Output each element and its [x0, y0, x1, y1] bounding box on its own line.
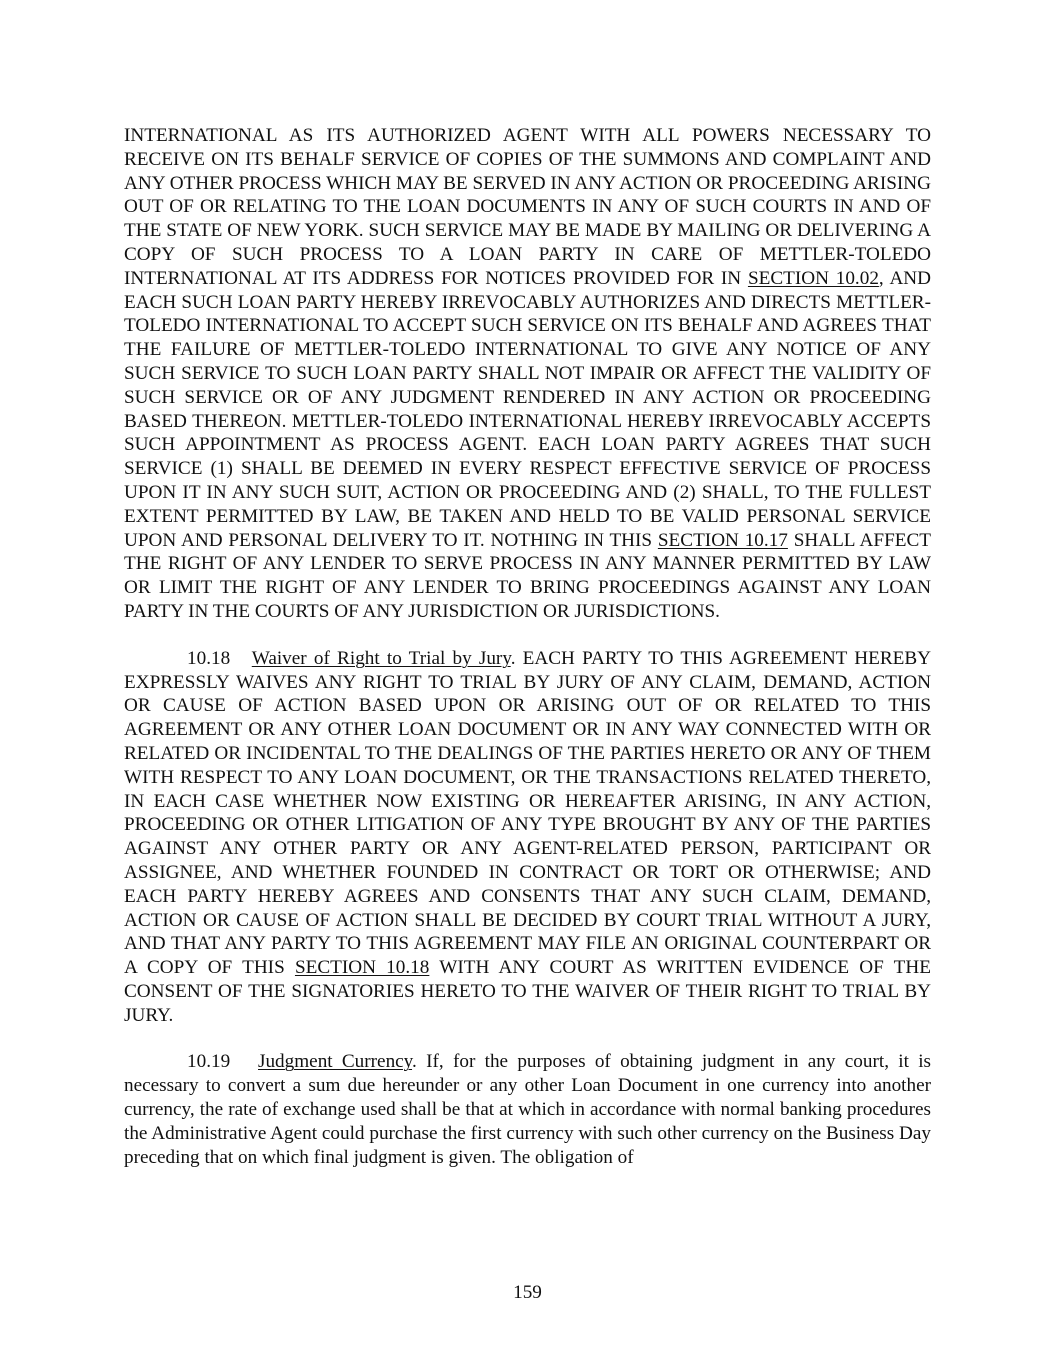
text: . EACH PARTY TO THIS AGREEMENT HEREBY EXPRESSLY WAIVES ANY RIGHT TO TRIAL BY JURY OF ANY CLAIM, DEMAND, ACTION OR CAUSE OF ACTION BASED UPON OR ARISING OUT OF OR RELATED TO THIS AGREEMENT OR ANY OTHER LOAN DOCUMENT OR IN ANY WAY CONNECTED WITH OR RELATED OR INCIDENTAL TO THE DEALINGS OF THE PARTIES HERETO OR ANY OF THEM WITH RESPECT TO ANY LOAN DOCUMENT, OR THE TRANSACTIONS RELATED THERETO, IN EACH CASE WHETHER NOW EXISTING OR HEREAFTER ARISING, IN ANY ACTION, PROCEEDING OR OTHER LITIGATION OF ANY TYPE BROUGHT BY ANY OF THE PARTIES AGAINST ANY OTHER PARTY OR ANY AGENT-RELATED PERSON, PARTICIPANT OR ASSIGNEE, AND WHETHER FOUNDED IN CONTRACT OR TORT OR OTHERWISE; AND EACH PARTY HEREBY AGREES AND CONSENTS THAT ANY SUCH CLAIM, DEMAND, ACTION OR CAUSE OF ACTION SHALL BE DECIDED BY COURT TRIAL WITHOUT A JURY, AND THAT ANY PARTY TO THIS AGREEMENT MAY FILE AN ORIGINAL COUNTERPART OR A COPY OF THIS — [124, 647, 932, 979]
section-reference: SECTION 10.17 — [657, 529, 788, 551]
text: , AND EACH SUCH LOAN PARTY HEREBY IRREVOCABLY AUTHORIZES AND DIRECTS METTLER-TOLEDO INTERNATIONAL TO ACCEPT SUCH SERVICE ON ITS BEHALF AND AGREES THAT THE FAILURE OF METTLER-TOLEDO INTERNATIONAL TO GIVE ANY NOTICE OF ANY SUCH SERVICE TO SUCH LOAN PARTY SHALL NOT IMPAIR OR AFFECT THE VALIDITY OF SUCH SERVICE OR OF ANY JUDGMENT RENDERED IN ANY ACTION OR PROCEEDING BASED THEREON. METTLER-TOLEDO INTERNATIONAL HEREBY IRREVOCABLY ACCEPTS SUCH APPOINTMENT AS PROCESS AGENT. EACH LOAN PARTY AGREES THAT SUCH SERVICE (1) SHALL BE DEEMED IN EVERY RESPECT EFFECTIVE SERVICE OF PROCESS UPON IT IN ANY SUCH SUIT, ACTION OR PROCEEDING AND (2) SHALL, TO THE FULLEST EXTENT PERMITTED BY LAW, BE TAKEN AND HELD TO BE VALID PERSONAL SERVICE UPON AND PERSONAL DELIVERY TO IT. NOTHING IN THIS — [124, 267, 932, 551]
text: INTERNATIONAL AS ITS AUTHORIZED AGENT WITH ALL POWERS NECESSARY TO RECEIVE ON ITS BEHALF SERVICE OF COPIES OF THE SUMMONS AND COMPLAINT AND ANY OTHER PROCESS WHICH MAY BE SERVED IN ANY ACTION OR PROCEEDING ARISING OUT OF OR RELATING TO THE LOAN DOCUMENTS IN ANY OF SUCH COURTS IN AND OF THE STATE OF NEW YORK. SUCH SERVICE MAY BE MADE BY MAILING OR DELIVERING A COPY OF SUCH PROCESS TO A LOAN PARTY IN CARE OF METTLER-TOLEDO INTERNATIONAL AT ITS ADDRESS FOR NOTICES PROVIDED FOR IN — [124, 125, 931, 289]
section-heading: Judgment Currency — [258, 1051, 413, 1073]
section-reference: SECTION 10.02 — [747, 267, 879, 289]
document-page — [124, 124, 931, 1169]
section-heading: Waiver of Right to Trial by Jury — [251, 647, 511, 669]
text: WITH ANY COURT AS WRITTEN EVIDENCE OF THE CONSENT OF THE SIGNATORIES HERETO TO THE WAIVER OF THEIR RIGHT TO TRIAL BY JURY. — [124, 957, 931, 1026]
paragraph-process-agent — [124, 124, 931, 624]
section-number: 10.18 — [187, 647, 231, 669]
text: . If, for the purposes of obtaining judgment in any court, it is necessary to convert a sum due hereunder or any other Loan Document in one currency into another currency, the rate of exchange used shall be that at which in accordance with normal banking procedures the Administrative Agent could purchase the first currency with such other currency on the Business Day preceding that on which final judgment is given. The obligation of — [124, 1051, 932, 1168]
paragraph-jury-waiver — [124, 647, 931, 1028]
section-reference: SECTION 10.18 — [294, 957, 430, 979]
section-number: 10.19 — [187, 1051, 231, 1073]
paragraph-judgment-currency — [124, 1050, 931, 1169]
page-number: 159 — [513, 1282, 542, 1303]
text: SHALL AFFECT THE RIGHT OF ANY LENDER TO SERVE PROCESS IN ANY MANNER PERMITTED BY LAW OR LIMIT THE RIGHT OF ANY LENDER TO BRING PROCEEDINGS AGAINST ANY LOAN PARTY IN THE COURTS OF ANY JURISDICTION OR JURISDICTIONS. — [124, 529, 931, 622]
